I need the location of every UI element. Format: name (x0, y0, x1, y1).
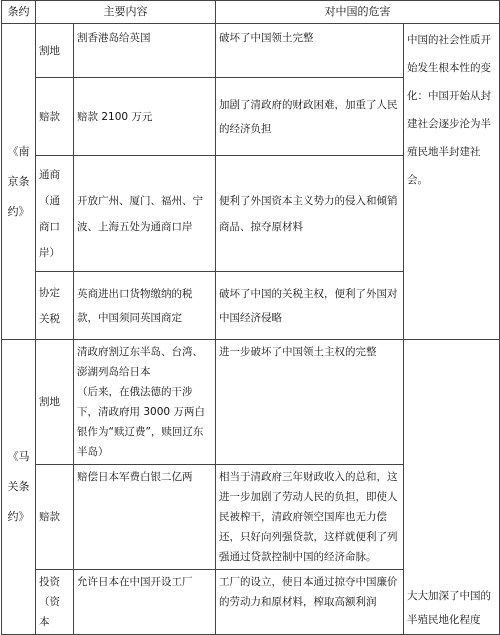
nanjing-item-4: 协定关税 (36, 272, 74, 340)
maguan-row-1 (2, 340, 500, 465)
maguan-item-1: 割地 (36, 340, 74, 465)
header-content: 主要内容 (36, 1, 216, 24)
maguan-harm-2: 相当于清政府三年财政收入的总和，这进一步加剧了劳动人民的负担，即使人民被榨干，清政府领空国库也无力偿还，只好向列强贷款，这样就便利了列强通过贷款控制中国的经济命脉。 (216, 465, 404, 570)
nanjing-content-1: 割香港岛给英国 (74, 24, 216, 78)
maguan-harm-1: 进一步破坏了中国领土主权的完整 (216, 340, 404, 465)
header-treaty: 条约 (2, 1, 36, 24)
header-row (2, 1, 500, 24)
nanjing-harm-1: 破坏了中国领土完整 (216, 24, 404, 78)
header-harm: 对中国的危害 (216, 1, 500, 24)
maguan-item-2: 赔款 (36, 465, 74, 570)
maguan-overall-impact: 大大加深了中国的半殖民地化程度 (404, 340, 500, 635)
nanjing-item-2: 赔款 (36, 78, 74, 156)
maguan-content-1: 清政府割辽东半岛、台湾、澎湖列岛给日本 （后来，在俄法德的干涉下，清政府用 3000 万两白银作为“赎辽费”，赎回辽东半岛） (74, 340, 216, 465)
treaty-table (1, 0, 500, 635)
nanjing-content-3: 开放广州、厦门、福州、宁波、上海五处为通商口岸 (74, 156, 216, 272)
maguan-content-2: 赔偿日本军费白银二亿两 (74, 465, 216, 570)
nanjing-row-1 (2, 24, 500, 78)
treaty-name-nanjing: 《南 京条 约》 (2, 24, 36, 340)
nanjing-harm-2: 加剧了清政府的财政困难，加重了人民的经济负担 (216, 78, 404, 156)
maguan-content-3: 允许日本在中国开设工厂 (74, 570, 216, 635)
nanjing-content-2: 赔款 2100 万元 (74, 78, 216, 156)
nanjing-harm-4: 破坏了中国的关税主权，便利了外国对中国经济侵略 (216, 272, 404, 340)
treaty-name-maguan: 《马 关条 约》 (2, 340, 36, 635)
nanjing-overall-impact: 中国的社会性质开始发生根本性的变化：中国开始从封建社会逐步沦为半殖民地半封建社会。 (404, 24, 500, 340)
maguan-harm-3: 工厂的设立，使日本通过掠夺中国廉价的劳动力和原材料，榨取高额利润 (216, 570, 404, 635)
nanjing-content-4: 英商进出口货物缴纳的税款，中国须同英国商定 (74, 272, 216, 340)
nanjing-item-1: 割地 (36, 24, 74, 78)
nanjing-harm-3: 便利了外国资本主义势力的侵入和倾销商品、掠夺原材料 (216, 156, 404, 272)
maguan-item-3: 投资（资本 (36, 570, 74, 635)
nanjing-item-3: 通商（通商口岸） (36, 156, 74, 272)
